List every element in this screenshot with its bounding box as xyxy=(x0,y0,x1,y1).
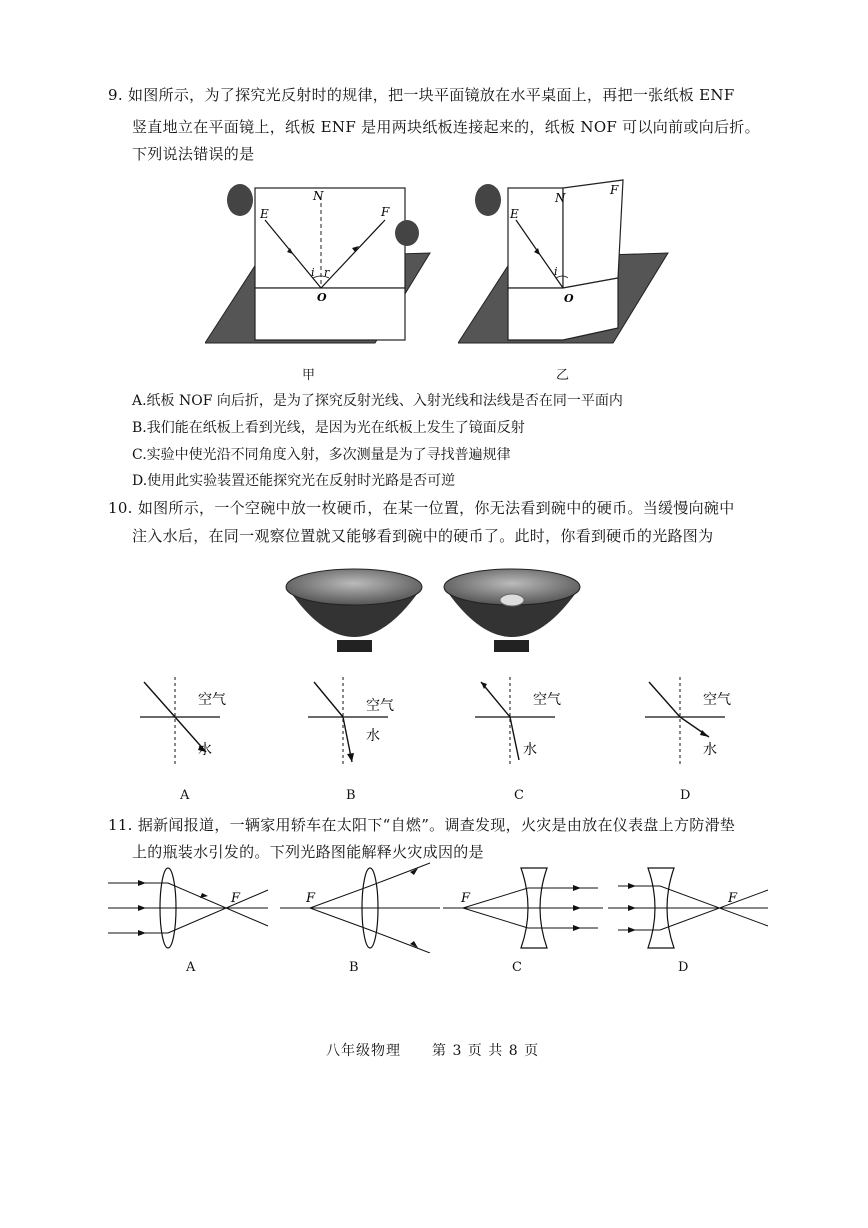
q10-stem-line2: 注入水后，在同一观察位置就又能够看到碗中的硬币了。此时，你看到硬币的光路图为 xyxy=(132,527,714,545)
q9-stem-line1: 9. 如图所示，为了探究光反射时的规律，把一块平面镜放在水平桌面上，再把一张纸板 ENF xyxy=(108,86,735,104)
bowl-with-coin xyxy=(444,569,580,652)
card-upper xyxy=(255,188,405,288)
label-F: F xyxy=(610,183,619,197)
card-lower xyxy=(255,288,405,340)
label-water: 水 xyxy=(198,742,212,758)
q11-stem-line1: 11. 据新闻报道，一辆家用轿车在太阳下“自燃”。调查发现，火灾是由放在仪表盘上方防滑垫 xyxy=(108,816,736,834)
label-i: i xyxy=(554,265,558,278)
q9-option-d: D.使用此实验装置还能探究光在反射时光路是否可逆 xyxy=(132,473,456,489)
q10-diagram-a xyxy=(140,677,226,767)
q9-option-b: B.我们能在纸板上看到光线，是因为光在纸板上发生了镜面反射 xyxy=(132,420,525,436)
q10-diagram-b xyxy=(308,677,394,767)
q11-diagram-d xyxy=(608,868,768,948)
footer-subject: 八年级物理 xyxy=(326,1043,401,1059)
q10-choice-c: C xyxy=(514,788,524,803)
hand-left xyxy=(475,184,501,216)
q11-lens-diagrams xyxy=(108,858,773,953)
q10-bowls-photo xyxy=(282,562,592,662)
label-r: r xyxy=(324,266,330,279)
q9-caption-yi: 乙 xyxy=(556,368,570,383)
q11-choice-b: B xyxy=(349,960,359,975)
q10-diagram-d xyxy=(645,677,731,767)
footer-page-number: 第 3 页 共 8 页 xyxy=(432,1043,540,1059)
q10-stem-line1: 10. 如图所示，一个空碗中放一枚硬币，在某一位置，你无法看到碗中的硬币。当缓慢向碗中 xyxy=(108,499,735,517)
label-air: 空气 xyxy=(366,698,394,714)
q11-choice-c: C xyxy=(512,960,522,975)
label-F: F xyxy=(461,891,471,906)
coin xyxy=(500,594,524,606)
q11-diagram-a xyxy=(108,868,268,948)
q10-diagram-c xyxy=(475,677,561,767)
q11-choice-a: A xyxy=(186,960,196,975)
label-O: O xyxy=(564,292,574,305)
q11-diagram-c xyxy=(443,868,603,948)
label-water: 水 xyxy=(703,742,717,758)
label-E: E xyxy=(260,207,269,221)
q11-diagram-b xyxy=(280,863,440,953)
label-air: 空气 xyxy=(198,692,226,708)
label-E: E xyxy=(510,207,519,221)
label-water: 水 xyxy=(523,742,537,758)
label-F: F xyxy=(306,891,316,906)
q11-stem-line2: 上的瓶装水引发的。下列光路图能解释火灾成因的是 xyxy=(132,843,484,861)
q9-option-a: A.纸板 NOF 向后折，是为了探究反射光线、入射光线和法线是否在同一平面内 xyxy=(132,393,623,409)
q9-figure-jia xyxy=(205,178,435,348)
q11-choice-d: D xyxy=(678,960,689,975)
label-F: F xyxy=(728,891,738,906)
q9-stem-line3: 下列说法错误的是 xyxy=(132,145,255,163)
q9-option-c: C.实验中使光沿不同角度入射，多次测量是为了寻找普遍规律 xyxy=(132,447,511,463)
label-N: N xyxy=(555,191,566,205)
q9-caption-jia: 甲 xyxy=(302,368,316,383)
q10-choice-b: B xyxy=(346,788,356,803)
label-O: O xyxy=(317,291,327,304)
hand-right xyxy=(395,220,419,246)
label-F: F xyxy=(381,205,390,219)
label-N: N xyxy=(313,189,324,203)
q9-figure-yi xyxy=(458,178,673,348)
label-air: 空气 xyxy=(533,692,561,708)
label-i: i xyxy=(311,266,315,279)
label-air: 空气 xyxy=(703,692,731,708)
hand-left xyxy=(227,184,253,216)
label-water: 水 xyxy=(366,728,380,744)
q10-refraction-diagrams xyxy=(120,672,740,772)
q10-choice-d: D xyxy=(680,788,691,803)
bowl-empty xyxy=(286,569,422,652)
q9-stem-line2: 竖直地立在平面镜上，纸板 ENF 是用两块纸板连接起来的，纸板 NOF 可以向前或向后折。 xyxy=(132,118,760,136)
label-F: F xyxy=(231,891,241,906)
q10-choice-a: A xyxy=(180,788,190,803)
